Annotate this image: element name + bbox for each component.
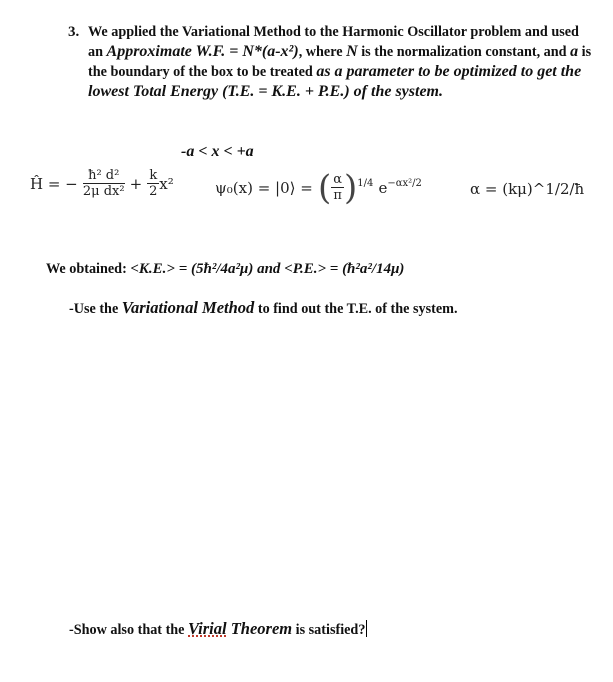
quarter-power: 1/4 [357,178,374,190]
kinetic-numerator: ħ² d² [83,168,125,184]
alpha-definition: α = (kμ)^1/2/ħ [470,180,585,198]
domain-range: -a < x < +a [181,143,254,160]
exponent: −αx²/2 [387,178,422,190]
problem-text-1: We applied the Variational Method to the Harmonic Oscillator problem and used an [88,24,579,60]
problem-text-3: is the normalization constant, and [357,44,571,60]
var-n: N [346,43,358,60]
kinetic-energy-result: <K.E.> = (5ħ²/4a²μ) [130,261,254,277]
problem-text-2: , where [298,44,347,60]
kinetic-denominator: 2μ dx² [82,184,125,199]
ground-state-equation [215,168,422,208]
x-squared: x² [159,175,174,193]
problem-text-4: is the boundary of the box to be treated [88,44,592,80]
theorem-word: Theorem [226,619,293,638]
task2-prefix: -Show also that the [69,622,189,638]
task1-prefix: -Use the [69,301,122,317]
hamiltonian-lhs: Ĥ = − [30,175,78,193]
alpha-numerator: α [333,172,342,187]
task1-suffix: to find out the T.E. of the system. [254,301,458,317]
text-cursor [366,620,367,637]
problem-body [88,22,593,102]
approximate-wavefunction: Approximate W.F. = N*(a-x²) [106,43,299,60]
psi-lhs: ψ₀(x) = |0⟩ = [215,179,313,197]
alpha-over-pi [331,172,344,204]
task-variational [69,298,458,318]
pi-denominator: π [333,188,342,203]
exponential: e [378,179,388,197]
obtained-results [46,261,404,278]
problem-text-5: as a parameter to be optimized to get the lowest Total Energy (T.E. = K.E. + P.E.) of the system. [88,63,582,100]
variational-method-label: Variational Method [121,298,255,317]
task-virial[interactable] [69,619,367,639]
potential-energy-result: <P.E.> = (ħ²a²/14μ) [284,261,405,277]
task2-suffix: is satisfied? [292,622,366,638]
left-paren: ( [317,168,332,208]
virial-word[interactable]: Virial [188,619,227,638]
right-paren: ) [343,168,358,208]
and-connector: and [253,261,285,277]
potential-fraction [147,168,159,200]
potential-denominator: 2 [149,184,158,199]
kinetic-fraction [83,168,125,200]
hamiltonian-equation [30,168,174,200]
var-a: a [570,43,579,60]
problem-statement [68,22,593,102]
problem-number: 3. [68,24,80,40]
potential-numerator: k [149,168,158,183]
plus-sign: + [129,175,143,193]
obtained-prefix: We obtained: [46,261,131,277]
